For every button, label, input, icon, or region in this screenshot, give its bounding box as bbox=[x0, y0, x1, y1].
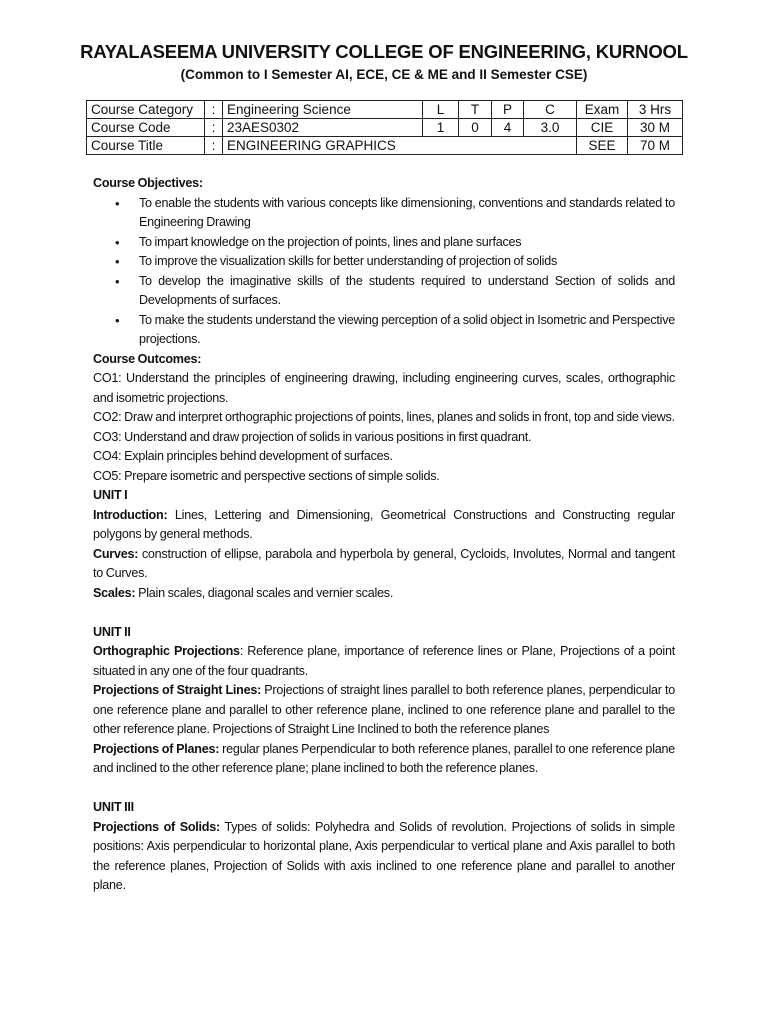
outcome-item: CO2: Draw and interpret orthographic projections of points, lines, planes and solids in front, top and side views. bbox=[93, 410, 675, 424]
table-cell: T bbox=[459, 101, 492, 119]
syllabus-body bbox=[93, 174, 675, 896]
topic-text: Types of solids: Polyhedra and Solids of revolution. Projections of solids in simple positions: Axis perpendicular to horizontal plane, Axis perpendicular to vertical plane and Axis parallel to both the reference planes, Projection of Solids with axis inclined to one reference plane and parallel to another plane. bbox=[93, 819, 675, 892]
topic-text: : Reference plane, importance of reference lines or Plane, Projections of a point situated in any one of the four quadrants. bbox=[93, 644, 675, 678]
table-cell: 30 M bbox=[628, 119, 683, 137]
table-cell: : bbox=[205, 101, 223, 119]
unit-paragraph bbox=[93, 818, 675, 896]
table-row bbox=[87, 119, 683, 137]
table-cell: Engineering Science bbox=[223, 101, 423, 119]
outcome-item: CO5: Prepare isometric and perspective sections of simple solids. bbox=[93, 468, 440, 483]
unit-heading: UNIT II bbox=[93, 624, 131, 639]
table-cell: L bbox=[423, 101, 459, 119]
objectives-list bbox=[93, 194, 675, 350]
outcome-item: CO1: Understand the principles of engineering drawing, including engineering curves, scales, orthographic and isometric projections. bbox=[93, 371, 675, 405]
table-cell: Course Category bbox=[87, 101, 205, 119]
topic-label: Curves: bbox=[93, 546, 139, 561]
topic-label: Projections of Solids: bbox=[93, 819, 220, 834]
table-row bbox=[87, 101, 683, 119]
table-cell: Course Title bbox=[87, 137, 205, 155]
college-title: RAYALASEEMA UNIVERSITY COLLEGE OF ENGINEERING, KURNOOL bbox=[80, 41, 688, 62]
table-cell: ENGINEERING GRAPHICS bbox=[223, 137, 577, 155]
unit-heading: UNIT I bbox=[93, 488, 128, 502]
table-cell: C bbox=[524, 101, 577, 119]
topic-label: Introduction: bbox=[93, 507, 168, 522]
table-cell: 1 bbox=[423, 119, 459, 137]
topic-label: Orthographic Projections bbox=[93, 644, 240, 658]
outcomes-heading: Course Outcomes: bbox=[93, 351, 202, 366]
table-cell: CIE bbox=[577, 119, 628, 137]
unit-paragraph bbox=[93, 642, 675, 681]
table-row bbox=[87, 137, 683, 155]
table-cell: 3 Hrs bbox=[628, 101, 683, 119]
spacer bbox=[93, 779, 675, 799]
unit-paragraph bbox=[93, 681, 675, 740]
topic-text: construction of ellipse, parabola and hyperbola by general, Cycloids, Involutes, Normal and tangent to Curves. bbox=[93, 546, 675, 580]
spacer bbox=[93, 603, 675, 623]
table-cell: 3.0 bbox=[524, 119, 577, 137]
unit-heading: UNIT III bbox=[93, 800, 134, 814]
topic-text: Lines, Lettering and Dimensioning, Geometrical Constructions and Constructing regular polygons by general methods. bbox=[93, 507, 675, 541]
table-cell: 0 bbox=[459, 119, 492, 137]
topic-text: regular planes Perpendicular to both reference planes, parallel to one reference plane and inclined to the other reference plane; plane inclined to both the reference planes. bbox=[93, 741, 675, 775]
unit-paragraph bbox=[93, 740, 675, 779]
topic-text: Plain scales, diagonal scales and vernier scales. bbox=[135, 585, 394, 600]
topic-text: Projections of straight lines parallel to both reference planes, perpendicular to one reference plane and parallel to other reference plane, inclined to one reference plane and parallel to the other reference plane. Projections of Straight Line Inclined to both the reference planes bbox=[93, 683, 675, 736]
table-cell: 70 M bbox=[628, 137, 683, 155]
unit-paragraph bbox=[93, 584, 675, 604]
objectives-heading: Course Objectives: bbox=[93, 176, 203, 190]
course-info-table bbox=[86, 100, 683, 155]
list-item: • To develop the imaginative skills of the students required to understand Section of solids and Developments of surfaces. bbox=[93, 272, 675, 311]
topic-label: Projections of Straight Lines: bbox=[93, 683, 262, 697]
course-applicability: (Common to I Semester AI, ECE, CE & ME and II Semester CSE) bbox=[180, 67, 588, 82]
unit-paragraph bbox=[93, 506, 675, 545]
table-cell: Exam bbox=[577, 101, 628, 119]
list-item: • To improve the visualization skills for better understanding of projection of solids bbox=[93, 252, 675, 272]
table-cell: 4 bbox=[492, 119, 524, 137]
topic-label: Projections of Planes: bbox=[93, 741, 220, 756]
table-cell: : bbox=[205, 119, 223, 137]
outcome-item: CO4: Explain principles behind development of surfaces. bbox=[93, 449, 393, 463]
topic-label: Scales: bbox=[93, 585, 136, 600]
list-item: • To enable the students with various concepts like dimensioning, conventions and standards related to Engineering Drawing bbox=[93, 194, 675, 233]
table-cell: Course Code bbox=[87, 119, 205, 137]
table-cell: SEE bbox=[577, 137, 628, 155]
unit-paragraph bbox=[93, 545, 675, 584]
outcome-item: CO3: Understand and draw projection of solids in various positions in first quadrant. bbox=[93, 429, 532, 444]
table-cell: P bbox=[492, 101, 524, 119]
list-item: • To impart knowledge on the projection of points, lines and plane surfaces bbox=[93, 233, 675, 253]
table-cell: : bbox=[205, 137, 223, 155]
list-item: • To make the students understand the viewing perception of a solid object in Isometric and Perspective projections. bbox=[93, 311, 675, 350]
table-cell: 23AES0302 bbox=[223, 119, 423, 137]
